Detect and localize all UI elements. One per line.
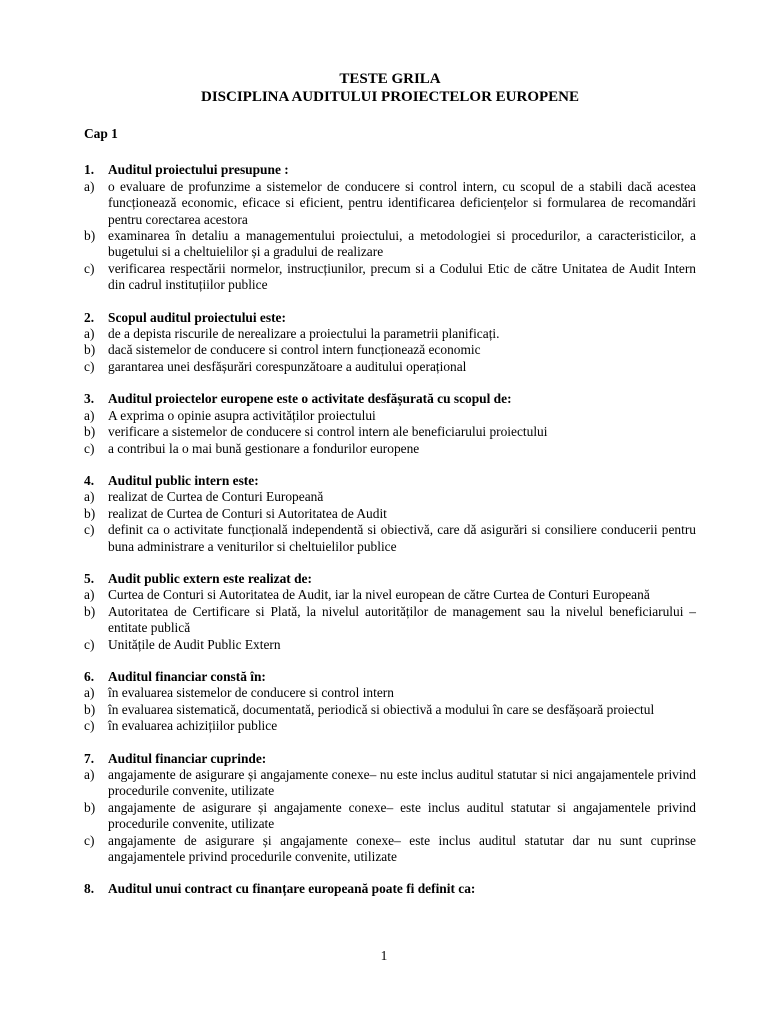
option-text: realizat de Curtea de Conturi Europeană (108, 489, 324, 505)
option-label: a) (84, 407, 95, 423)
answer-option (84, 261, 696, 294)
option-text: examinarea în detaliu a managementului proiectului, a metodologiei si procedurilor, a caracteristicilor, a bugetului si a cheltuielilor și a gradului de realizare (108, 228, 696, 260)
option-text: A exprima o opinie asupra activităților proiectului (108, 407, 376, 423)
page-number: 1 (380, 948, 388, 963)
question-number: 5. (84, 570, 95, 586)
option-label: c) (84, 522, 95, 538)
answer-option (84, 506, 696, 522)
answer-option (84, 342, 696, 358)
option-label: b) (84, 342, 96, 358)
question-heading (84, 571, 696, 587)
answer-option (84, 359, 696, 375)
document-title-line2: DISCIPLINA AUDITULUI PROIECTELOR EUROPENE (201, 89, 579, 105)
question-item (84, 881, 696, 897)
question-heading (84, 881, 696, 897)
question-number: 3. (84, 391, 95, 407)
question-text: Auditul unui contract cu finanțare europeană poate fi definit ca: (108, 881, 476, 897)
document-title-line1: TESTE GRILA (339, 71, 441, 87)
option-text: realizat de Curtea de Conturi si Autoritatea de Audit (108, 505, 387, 521)
option-label: b) (84, 603, 96, 619)
question-list (84, 162, 696, 897)
answer-option (84, 408, 696, 424)
question-text: Auditul proiectelor europene este o activitate desfășurată cu scopul de: (108, 391, 512, 407)
option-text: verificarea respectării normelor, instrucțiunilor, precum si a Codului Etic de către Unitatea de Audit Intern din cadrul instituțiilor publice (108, 260, 696, 293)
answer-option (84, 718, 696, 734)
answer-option (84, 767, 696, 800)
chapter-heading: Cap 1 (84, 126, 118, 141)
question-heading (84, 162, 696, 178)
answer-option (84, 637, 696, 653)
question-text: Auditul financiar cuprinde: (108, 750, 267, 766)
answer-option (84, 833, 696, 866)
question-item (84, 162, 696, 293)
question-heading (84, 391, 696, 407)
option-label: a) (84, 685, 95, 701)
answer-option (84, 587, 696, 603)
question-heading (84, 751, 696, 767)
document-page (84, 70, 696, 914)
answer-option (84, 604, 696, 637)
option-text: angajamente de asigurare și angajamente conexe– este inclus auditul statutar dar nu sunt cuprinse angajamentele privind procedurile convenite, utilizate (108, 832, 696, 865)
option-label: b) (84, 799, 96, 815)
question-item (84, 473, 696, 555)
option-text: de a depista riscurile de nerealizare a proiectului la parametrii planificați. (108, 326, 500, 342)
question-number: 2. (84, 309, 95, 325)
option-label: c) (84, 440, 95, 456)
answer-option (84, 685, 696, 701)
answer-option (84, 441, 696, 457)
option-text: definit ca o activitate funcțională independentă si obiectivă, care dă asigurări si consiliere conducerii pentru buna administrare a veniturilor si cheltuielilor publice (108, 522, 696, 554)
answer-option (84, 228, 696, 261)
option-text: garantarea unei desfășurări corespunzătoare a auditului operațional (108, 358, 467, 374)
option-text: Curtea de Conturi si Autoritatea de Audit, iar la nivel european de către Curtea de Conturi Europeană (108, 587, 650, 603)
question-text: Auditul public intern este: (108, 472, 259, 488)
option-label: c) (84, 832, 95, 848)
option-text: o evaluare de profunzime a sistemelor de conducere si control intern, cu scopul de a stabili dacă acestea funcționează economic, eficace si eficient, pentru identificarea deficiențelor si formularea de recomandări pentru corectarea acestora (108, 178, 696, 227)
answer-option (84, 179, 696, 228)
question-text: Auditul proiectului presupune : (108, 162, 289, 178)
option-text: în evaluarea achizițiilor publice (108, 718, 278, 734)
question-text: Audit public extern este realizat de: (108, 570, 312, 586)
question-heading (84, 473, 696, 489)
question-item (84, 391, 696, 457)
answer-option (84, 424, 696, 440)
question-number: 6. (84, 668, 95, 684)
option-label: b) (84, 228, 96, 244)
option-label: b) (84, 505, 96, 521)
answer-option (84, 522, 696, 555)
option-label: a) (84, 326, 95, 342)
question-item (84, 571, 696, 653)
option-label: a) (84, 587, 95, 603)
option-label: c) (84, 718, 95, 734)
option-label: a) (84, 767, 95, 782)
option-text: dacă sistemelor de conducere si control intern funcționează economic (108, 342, 481, 358)
question-heading (84, 310, 696, 326)
option-text: Unitățile de Audit Public Extern (108, 636, 281, 652)
option-label: a) (84, 489, 95, 505)
question-number: 1. (84, 162, 95, 178)
question-number: 7. (84, 750, 95, 766)
option-label: c) (84, 358, 95, 374)
option-text: angajamente de asigurare și angajamente conexe– nu este inclus auditul statutar si nici angajamentele privind procedurile convenite, utilizate (108, 767, 696, 799)
option-text: în evaluarea sistemelor de conducere si control intern (108, 685, 394, 701)
answer-option (84, 489, 696, 505)
question-item (84, 310, 696, 376)
option-text: Autoritatea de Certificare si Plată, la nivelul autorităților de management sau la nivelul beneficiarului – entitate publică (108, 603, 696, 636)
question-number: 4. (84, 472, 95, 488)
question-text: Auditul financiar constă în: (108, 668, 266, 684)
option-text: verificare a sistemelor de conducere si control intern ale beneficiarului proiectului (108, 424, 548, 440)
question-heading (84, 669, 696, 685)
answer-option (84, 702, 696, 718)
option-text: a contribui la o mai bună gestionare a fondurilor europene (108, 440, 420, 456)
answer-option (84, 326, 696, 342)
option-label: c) (84, 260, 95, 276)
option-text: în evaluarea sistematică, documentată, periodică si obiectivă a modului în care se desfășoară proiectul (108, 701, 655, 717)
question-item (84, 669, 696, 735)
option-label: c) (84, 636, 95, 652)
option-label: b) (84, 701, 96, 717)
option-label: b) (84, 424, 96, 440)
question-number: 8. (84, 881, 95, 897)
option-label: a) (84, 178, 95, 194)
question-text: Scopul auditul proiectului este: (108, 309, 286, 325)
question-item (84, 751, 696, 866)
option-text: angajamente de asigurare și angajamente conexe– este inclus auditul statutar si angajamentele privind procedurile convenite, utilizate (108, 799, 696, 832)
answer-option (84, 800, 696, 833)
